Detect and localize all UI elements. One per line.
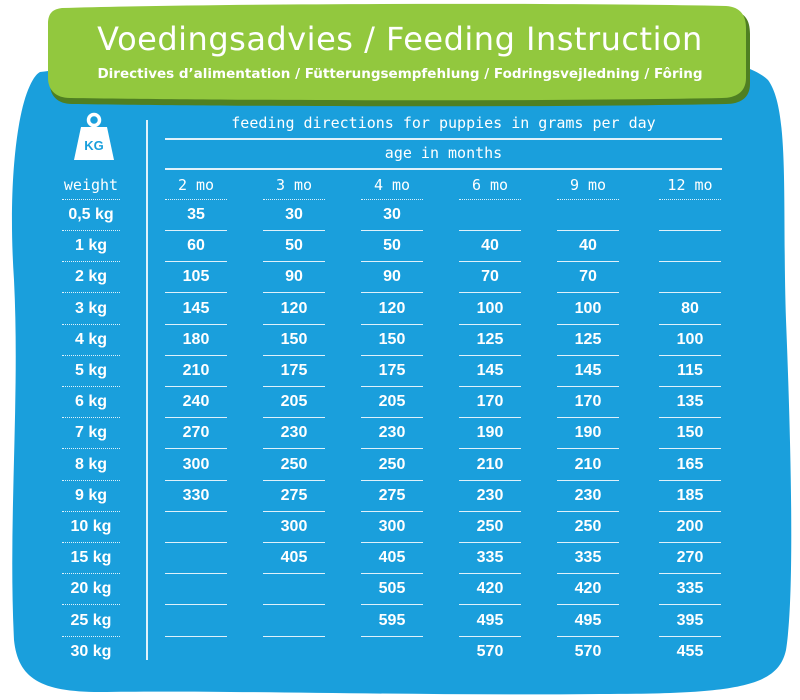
age-header-rule bbox=[165, 199, 227, 200]
value-cell: 250 bbox=[280, 455, 308, 473]
value-rule bbox=[459, 292, 521, 293]
age-header: 3 mo bbox=[275, 176, 313, 194]
value-rule bbox=[165, 417, 227, 418]
value-cell: 30 bbox=[285, 206, 303, 223]
value-cell: 205 bbox=[280, 393, 308, 411]
weight-rule bbox=[62, 573, 120, 574]
page-subtitle: Directives d’alimentation / Fütterungsempfehlung / Fodringsvejledning / Fôring bbox=[97, 66, 703, 82]
value-cell: 125 bbox=[574, 330, 602, 348]
value-rule bbox=[361, 604, 423, 605]
value-rule bbox=[557, 448, 619, 449]
value-rule bbox=[165, 448, 227, 449]
value-rule bbox=[459, 542, 521, 543]
age-header-rule bbox=[263, 199, 325, 200]
value-cell: 40 bbox=[481, 237, 499, 255]
weight-cell: 10 kg bbox=[70, 518, 112, 535]
value-cell: 175 bbox=[280, 362, 308, 379]
value-cell: 230 bbox=[280, 424, 308, 442]
value-rule bbox=[165, 636, 227, 637]
value-rule bbox=[459, 573, 521, 574]
weight-cell: 9 kg bbox=[74, 486, 107, 504]
value-rule bbox=[659, 386, 721, 387]
value-rule bbox=[557, 230, 619, 231]
weight-cell: 1 kg bbox=[74, 237, 107, 255]
value-cell: 420 bbox=[476, 580, 504, 598]
value-rule bbox=[557, 386, 619, 387]
value-rule bbox=[459, 417, 521, 418]
value-cell: 300 bbox=[378, 518, 406, 535]
weight-cell: 2 kg bbox=[74, 268, 107, 286]
value-cell: 50 bbox=[383, 237, 401, 255]
value-rule bbox=[165, 261, 227, 262]
value-cell: 170 bbox=[476, 393, 504, 411]
caption-rule bbox=[165, 138, 722, 140]
value-rule bbox=[659, 324, 721, 325]
value-rule bbox=[165, 292, 227, 293]
value-rule bbox=[361, 292, 423, 293]
value-rule bbox=[165, 511, 227, 512]
value-cell: 170 bbox=[574, 393, 602, 411]
value-cell: 90 bbox=[285, 268, 303, 286]
weight-cell: 5 kg bbox=[74, 362, 107, 379]
value-cell: 300 bbox=[280, 518, 308, 535]
value-cell: 240 bbox=[182, 393, 210, 411]
value-cell: 250 bbox=[378, 455, 406, 473]
value-rule bbox=[361, 636, 423, 637]
value-rule bbox=[165, 604, 227, 605]
value-rule bbox=[557, 417, 619, 418]
value-rule bbox=[459, 636, 521, 637]
value-cell: 210 bbox=[476, 455, 504, 473]
value-cell: 250 bbox=[476, 518, 504, 535]
value-rule bbox=[459, 480, 521, 481]
value-rule bbox=[557, 542, 619, 543]
weight-rule bbox=[62, 480, 120, 481]
value-cell: 270 bbox=[676, 549, 704, 567]
value-rule bbox=[459, 324, 521, 325]
value-cell: 135 bbox=[676, 393, 704, 411]
value-cell: 30 bbox=[383, 206, 401, 223]
value-rule bbox=[165, 542, 227, 543]
value-cell: 270 bbox=[182, 424, 210, 442]
weight-rule bbox=[62, 636, 120, 637]
value-cell: 200 bbox=[676, 518, 704, 535]
value-cell: 190 bbox=[476, 424, 504, 442]
value-rule bbox=[459, 448, 521, 449]
value-cell: 145 bbox=[182, 299, 210, 317]
table-divider bbox=[146, 120, 148, 660]
value-rule bbox=[659, 355, 721, 356]
value-rule bbox=[459, 386, 521, 387]
weight-cell: 4 kg bbox=[74, 330, 107, 348]
value-cell: 275 bbox=[378, 486, 406, 504]
value-cell: 595 bbox=[378, 611, 406, 629]
age-caption: age in months bbox=[384, 144, 503, 162]
value-rule bbox=[165, 230, 227, 231]
value-cell: 125 bbox=[476, 330, 504, 348]
weight-cell: 7 kg bbox=[74, 424, 107, 442]
value-rule bbox=[557, 355, 619, 356]
value-cell: 150 bbox=[378, 330, 406, 348]
value-cell: 150 bbox=[280, 330, 308, 348]
value-rule bbox=[459, 511, 521, 512]
value-cell: 570 bbox=[476, 642, 504, 660]
weight-cell: 20 kg bbox=[70, 580, 112, 598]
value-cell: 495 bbox=[574, 611, 602, 629]
value-cell: 455 bbox=[676, 642, 704, 660]
age-header: 2 mo bbox=[177, 176, 215, 194]
value-rule bbox=[263, 573, 325, 574]
value-cell: 105 bbox=[182, 268, 210, 286]
value-cell: 405 bbox=[378, 549, 406, 567]
value-rule bbox=[263, 448, 325, 449]
value-rule bbox=[263, 604, 325, 605]
weight-rule bbox=[62, 292, 120, 293]
value-rule bbox=[459, 261, 521, 262]
weight-cell: 15 kg bbox=[70, 549, 112, 567]
value-rule bbox=[659, 292, 721, 293]
value-rule bbox=[659, 604, 721, 605]
age-header: 4 mo bbox=[373, 176, 411, 194]
value-cell: 420 bbox=[574, 580, 602, 598]
age-header: 12 mo bbox=[667, 176, 713, 194]
value-cell: 405 bbox=[280, 549, 308, 567]
value-rule bbox=[165, 480, 227, 481]
value-cell: 570 bbox=[574, 642, 602, 660]
weight-rule bbox=[62, 324, 120, 325]
weight-rule bbox=[62, 417, 120, 418]
weight-cell: 6 kg bbox=[74, 393, 107, 411]
value-cell: 335 bbox=[574, 549, 602, 567]
value-rule bbox=[659, 511, 721, 512]
value-rule bbox=[263, 480, 325, 481]
value-rule bbox=[557, 636, 619, 637]
value-cell: 205 bbox=[378, 393, 406, 411]
age-header-rule bbox=[659, 199, 721, 200]
value-rule bbox=[659, 417, 721, 418]
value-cell: 150 bbox=[676, 424, 704, 442]
weight-rule bbox=[62, 604, 120, 605]
value-cell: 40 bbox=[579, 237, 597, 255]
value-cell: 175 bbox=[378, 362, 406, 379]
value-rule bbox=[361, 480, 423, 481]
value-rule bbox=[659, 573, 721, 574]
value-cell: 190 bbox=[574, 424, 602, 442]
value-rule bbox=[263, 355, 325, 356]
value-cell: 330 bbox=[182, 486, 210, 504]
weight-rule bbox=[62, 261, 120, 262]
value-rule bbox=[361, 355, 423, 356]
value-rule bbox=[557, 324, 619, 325]
weight-icon-label: KG bbox=[84, 138, 104, 153]
weight-header-rule bbox=[62, 199, 120, 200]
value-cell: 50 bbox=[285, 237, 303, 255]
value-rule bbox=[263, 542, 325, 543]
value-rule bbox=[263, 511, 325, 512]
value-rule bbox=[659, 542, 721, 543]
value-rule bbox=[165, 386, 227, 387]
value-rule bbox=[263, 386, 325, 387]
value-rule bbox=[557, 480, 619, 481]
value-rule bbox=[361, 261, 423, 262]
value-rule bbox=[361, 324, 423, 325]
value-cell: 495 bbox=[476, 611, 504, 629]
table-caption: feeding directions for puppies in grams per day bbox=[231, 114, 656, 132]
age-header: 9 mo bbox=[569, 176, 607, 194]
weight-rule bbox=[62, 230, 120, 231]
page-title: Voedingsadvies / Feeding Instruction bbox=[97, 20, 703, 58]
weight-rule bbox=[62, 448, 120, 449]
weight-icon bbox=[73, 112, 115, 162]
value-cell: 230 bbox=[476, 486, 504, 504]
weight-rule bbox=[62, 355, 120, 356]
value-cell: 70 bbox=[579, 268, 597, 286]
value-rule bbox=[361, 448, 423, 449]
value-rule bbox=[263, 292, 325, 293]
weight-header: weight bbox=[63, 176, 119, 194]
value-rule bbox=[659, 448, 721, 449]
value-cell: 120 bbox=[378, 299, 406, 317]
value-cell: 115 bbox=[677, 362, 703, 379]
value-cell: 210 bbox=[574, 455, 602, 473]
value-rule bbox=[263, 324, 325, 325]
value-cell: 100 bbox=[476, 299, 504, 317]
value-rule bbox=[361, 230, 423, 231]
value-rule bbox=[557, 604, 619, 605]
age-caption-rule bbox=[165, 168, 722, 170]
value-cell: 100 bbox=[676, 330, 704, 348]
value-cell: 335 bbox=[676, 580, 704, 598]
value-cell: 70 bbox=[481, 268, 499, 286]
value-rule bbox=[361, 386, 423, 387]
value-cell: 230 bbox=[378, 424, 406, 442]
value-rule bbox=[459, 355, 521, 356]
weight-cell: 30 kg bbox=[70, 642, 112, 660]
value-cell: 300 bbox=[182, 455, 210, 473]
value-cell: 335 bbox=[476, 549, 504, 567]
value-cell: 35 bbox=[187, 206, 205, 223]
weight-cell: 25 kg bbox=[70, 611, 112, 629]
value-rule bbox=[659, 636, 721, 637]
weight-rule bbox=[62, 386, 120, 387]
value-rule bbox=[361, 417, 423, 418]
value-cell: 80 bbox=[681, 299, 699, 317]
value-rule bbox=[263, 261, 325, 262]
value-cell: 165 bbox=[676, 455, 704, 473]
value-cell: 145 bbox=[476, 362, 504, 379]
weight-cell: 3 kg bbox=[74, 299, 107, 317]
value-cell: 210 bbox=[182, 362, 210, 379]
value-cell: 180 bbox=[182, 330, 210, 348]
value-cell: 250 bbox=[574, 518, 602, 535]
value-cell: 185 bbox=[676, 486, 704, 504]
value-cell: 90 bbox=[383, 268, 401, 286]
value-rule bbox=[659, 480, 721, 481]
weight-rule bbox=[62, 511, 120, 512]
value-rule bbox=[165, 355, 227, 356]
value-rule bbox=[263, 230, 325, 231]
value-rule bbox=[263, 417, 325, 418]
weight-rule bbox=[62, 542, 120, 543]
value-cell: 395 bbox=[676, 611, 704, 629]
value-rule bbox=[165, 324, 227, 325]
value-rule bbox=[557, 261, 619, 262]
age-header-rule bbox=[361, 199, 423, 200]
value-rule bbox=[659, 230, 721, 231]
age-header: 6 mo bbox=[471, 176, 509, 194]
value-cell: 100 bbox=[574, 299, 602, 317]
value-cell: 120 bbox=[280, 299, 308, 317]
value-rule bbox=[659, 261, 721, 262]
value-rule bbox=[361, 573, 423, 574]
value-rule bbox=[459, 604, 521, 605]
value-rule bbox=[557, 511, 619, 512]
value-rule bbox=[459, 230, 521, 231]
age-header-rule bbox=[459, 199, 521, 200]
value-cell: 275 bbox=[280, 486, 308, 504]
value-rule bbox=[361, 542, 423, 543]
value-rule bbox=[165, 573, 227, 574]
value-cell: 60 bbox=[187, 237, 205, 255]
weight-cell: 8 kg bbox=[74, 455, 107, 473]
value-rule bbox=[557, 292, 619, 293]
value-cell: 145 bbox=[574, 362, 602, 379]
value-rule bbox=[557, 573, 619, 574]
weight-cell: 0,5 kg bbox=[68, 206, 114, 223]
value-rule bbox=[361, 511, 423, 512]
value-cell: 505 bbox=[378, 580, 406, 598]
value-rule bbox=[263, 636, 325, 637]
age-header-rule bbox=[557, 199, 619, 200]
value-cell: 230 bbox=[574, 486, 602, 504]
